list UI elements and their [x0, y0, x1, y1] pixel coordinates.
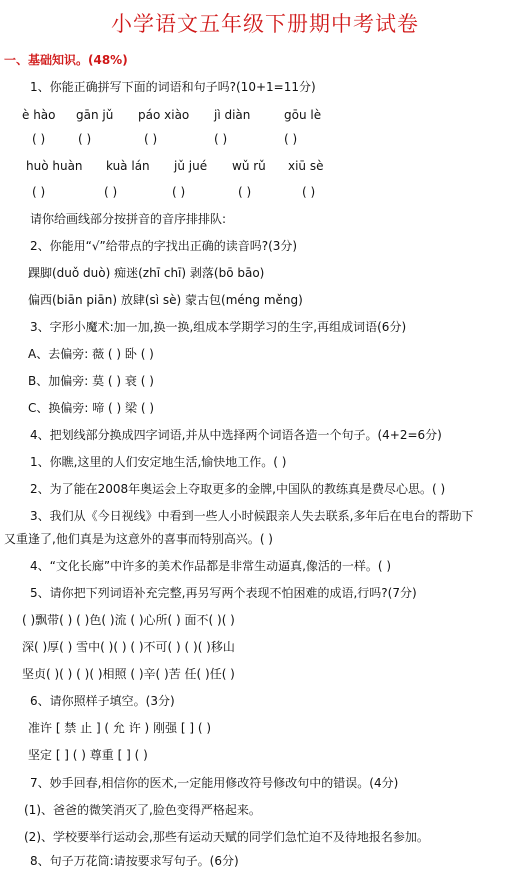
exam-title: 小学语文五年级下册期中考试卷 — [111, 12, 419, 36]
question-1-extra: 请你给画线部分按拼音的音序排排队: — [30, 212, 227, 226]
pinyin-2-4: wǔ rǔ — [232, 159, 266, 173]
question-8: 8、句子万花筒:请按要求写句子。(6分) — [30, 854, 239, 868]
question-2-line-1: 踝脚(duǒ duò) 痴迷(zhī chī) 剥落(bō bāo) — [28, 266, 265, 280]
pinyin-1-3: páo xiào — [138, 108, 190, 122]
question-2-line-2: 偏西(biān piān) 放肆(sì sè) 蒙古包(méng měng) — [28, 293, 303, 307]
question-6-line-1: 准许 [ 禁 止 ] ( 允 许 ) 刚强 [ ] ( ) — [28, 721, 212, 735]
question-3: 3、字形小魔术:加一加,换一换,组成本学期学习的生字,再组成词语(6分) — [30, 320, 407, 334]
answer-blank-2-1[interactable]: ( ) — [32, 185, 46, 199]
section-basic-knowledge: 一、基础知识。(48%) — [4, 53, 128, 67]
question-1: 1、你能正确拼写下面的词语和句子吗?(10+1=11分) — [30, 80, 316, 94]
pinyin-1-5: gōu lè — [284, 108, 322, 122]
question-7: 7、妙手回春,相信你的医术,一定能用修改符号修改句中的错误。(4分) — [30, 776, 399, 790]
question-3-b: B、加偏旁: 莫 ( ) 衰 ( ) — [28, 374, 154, 388]
answer-blank-2-5[interactable]: ( ) — [302, 185, 316, 199]
question-6: 6、请你照样子填空。(3分) — [30, 694, 175, 708]
answer-blank-1-5[interactable]: ( ) — [284, 132, 298, 146]
question-4-4: 4、“文化长廊”中许多的美术作品都是非常生动逼真,像活的一样。( ) — [30, 559, 392, 573]
answer-blank-2-2[interactable]: ( ) — [104, 185, 118, 199]
question-3-a: A、去偏旁: 薇 ( ) 卧 ( ) — [28, 347, 154, 361]
question-4-2: 2、为了能在2008年奥运会上夺取更多的金牌,中国队的教练真是费尽心思。( ) — [30, 482, 446, 496]
question-4-3-part-1: 3、我们从《今日视线》中看到一些人小时候跟亲人失去联系,多年后在电台的帮助下 — [30, 509, 474, 523]
answer-blank-2-4[interactable]: ( ) — [238, 185, 252, 199]
pinyin-2-1: huò huàn — [26, 159, 83, 173]
answer-blank-1-1[interactable]: ( ) — [32, 132, 46, 146]
answer-blank-1-2[interactable]: ( ) — [78, 132, 92, 146]
question-4-3-part-2: 又重逢了,他们真是为这意外的喜事而特别高兴。( ) — [4, 532, 273, 546]
question-5-line-1: ( )飘带( ) ( )色( )流 ( )心所( ) 面不( )( ) — [22, 613, 235, 627]
answer-blank-1-3[interactable]: ( ) — [144, 132, 158, 146]
pinyin-1-4: jì diàn — [214, 108, 251, 122]
pinyin-2-3: jǔ jué — [174, 159, 208, 173]
question-5-line-3: 坚贞( )( ) ( )( )相照 ( )辛( )苦 任( )任( ) — [22, 667, 235, 681]
question-3-c: C、换偏旁: 啼 ( ) 梁 ( ) — [28, 401, 155, 415]
pinyin-1-1: è hào — [22, 108, 56, 122]
question-4: 4、把划线部分换成四字词语,并从中选择两个词语各造一个句子。(4+2=6分) — [30, 428, 442, 442]
question-5: 5、请你把下列词语补充完整,再另写两个表现不怕困难的成语,行吗?(7分) — [30, 586, 417, 600]
answer-blank-2-3[interactable]: ( ) — [172, 185, 186, 199]
answer-blank-1-4[interactable]: ( ) — [214, 132, 228, 146]
question-7-1: (1)、爸爸的微笑消灭了,脸色变得严格起来。 — [24, 803, 261, 817]
question-5-line-2: 深( )厚( ) 雪中( )( ) ( )不可( ) ( )( )移山 — [22, 640, 235, 654]
pinyin-2-2: kuà lán — [106, 159, 150, 173]
question-6-line-2: 坚定 [ ] ( ) 尊重 [ ] ( ) — [28, 748, 148, 762]
question-4-1: 1、你瞧,这里的人们安定地生活,愉快地工作。( ) — [30, 455, 287, 469]
pinyin-1-2: gān jǔ — [76, 108, 114, 122]
question-7-2: (2)、学校要举行运动会,那些有运动天赋的同学们急忙迫不及待地报名参加。 — [24, 830, 429, 844]
pinyin-2-5: xiū sè — [288, 159, 324, 173]
question-2: 2、你能用“√”给带点的字找出正确的读音吗?(3分) — [30, 239, 298, 253]
